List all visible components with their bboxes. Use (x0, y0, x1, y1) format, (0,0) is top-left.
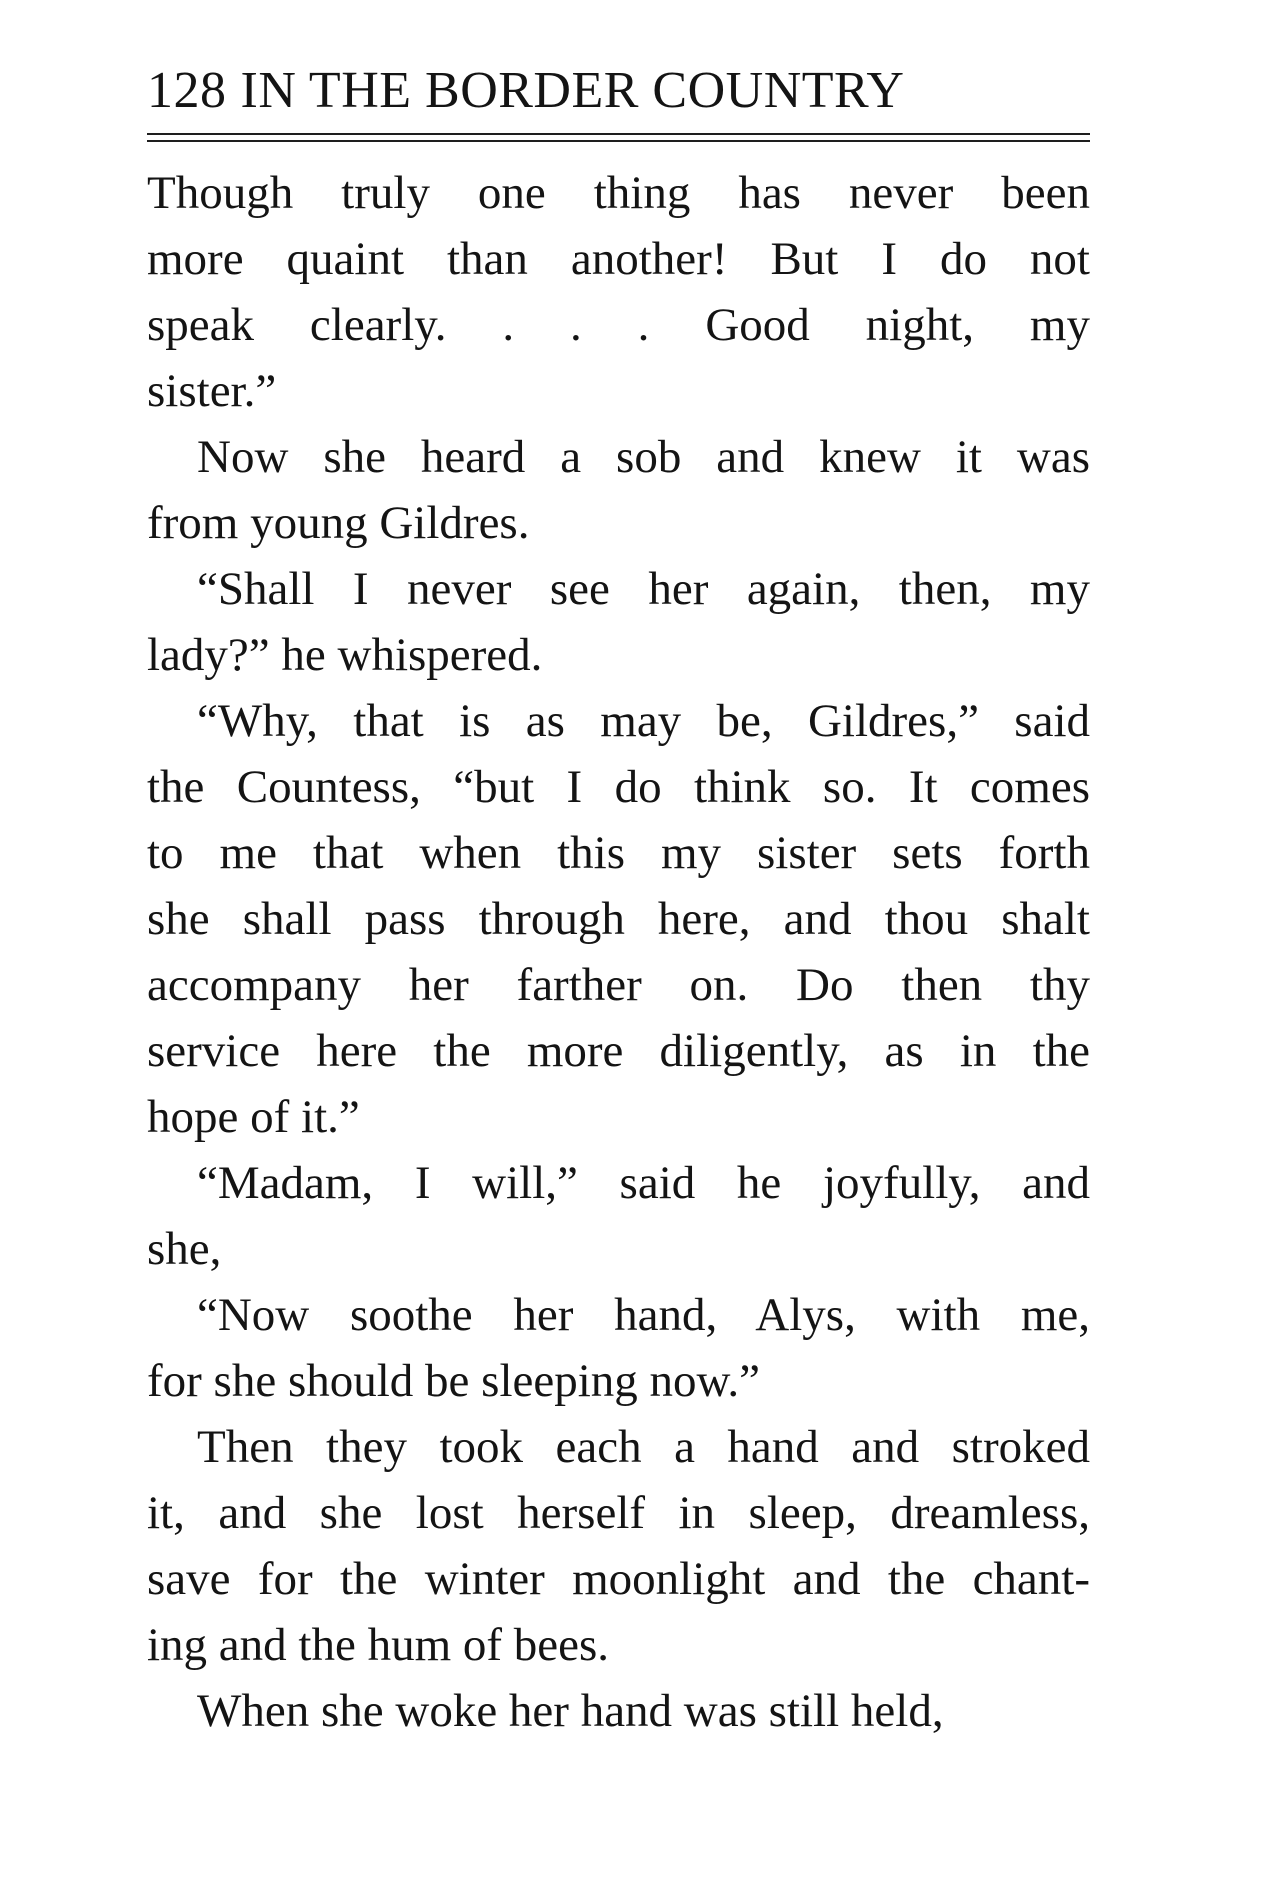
text-line: accompany her farther on. Do then thy (147, 959, 1090, 1011)
running-head (147, 55, 1090, 127)
text-line: “Now soothe her hand, Alys, with me, (197, 1289, 1090, 1341)
book-page (147, 55, 1090, 1744)
text-line: “Why, that is as may be, Gildres,” said (197, 695, 1090, 747)
text-line: lady?” he whispered. (147, 629, 543, 681)
paragraph (147, 424, 1090, 556)
body-text (147, 160, 1090, 1744)
text-line: to me that when this my sister sets forth (147, 827, 1090, 879)
paragraph (147, 1678, 1090, 1744)
text-line: “Madam, I will,” said he joyfully, and (197, 1157, 1090, 1209)
paragraph (147, 1414, 1090, 1678)
page-number: 128 (147, 62, 227, 119)
header-rule-bottom (147, 140, 1090, 142)
paragraph (147, 160, 1090, 424)
text-line: Though truly one thing has never been (147, 167, 1090, 219)
text-line: speak clearly. . . . Good night, my (147, 299, 1090, 351)
text-line: she shall pass through here, and thou shalt (147, 893, 1090, 945)
paragraph (147, 1282, 1090, 1414)
text-line: save for the winter moonlight and the chant- (147, 1553, 1090, 1605)
text-line: it, and she lost herself in sleep, dreamless, (147, 1487, 1090, 1539)
paragraph (147, 1150, 1090, 1282)
text-line: for she should be sleeping now.” (147, 1355, 761, 1407)
text-line: service here the more diligently, as in the (147, 1025, 1090, 1077)
text-line: more quaint than another! But I do not (147, 233, 1090, 285)
text-line: Then they took each a hand and stroked (197, 1421, 1090, 1473)
text-line: When she woke her hand was still held, (197, 1685, 944, 1737)
text-line: from young Gildres. (147, 497, 530, 549)
text-line: ing and the hum of bees. (147, 1619, 610, 1671)
text-line: Now she heard a sob and knew it was (197, 431, 1090, 483)
text-line: she, (147, 1223, 222, 1275)
running-title: IN THE BORDER COUNTRY (240, 62, 905, 119)
text-line: the Countess, “but I do think so. It comes (147, 761, 1090, 813)
text-line: hope of it.” (147, 1091, 360, 1143)
text-line: “Shall I never see her again, then, my (197, 563, 1090, 615)
paragraph (147, 556, 1090, 688)
header-rule-top (147, 133, 1090, 135)
paragraph (147, 688, 1090, 1150)
text-line: sister.” (147, 365, 277, 417)
